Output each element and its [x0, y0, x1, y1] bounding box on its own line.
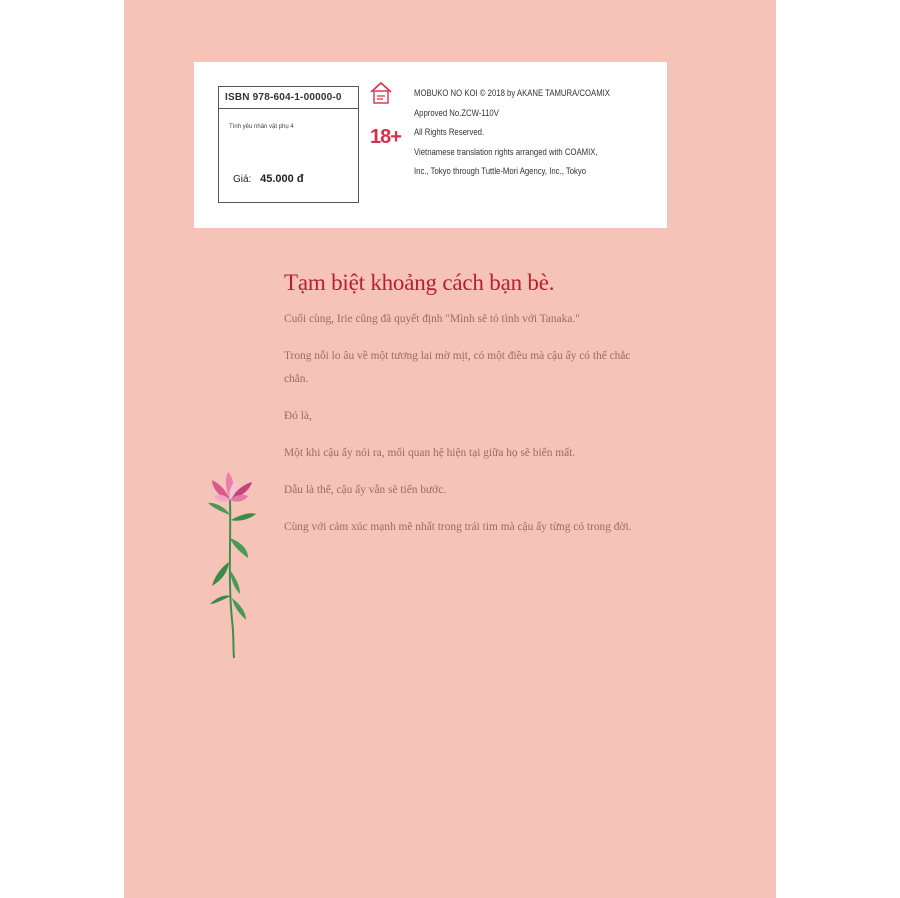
isbn-number: ISBN 978-604-1-00000-0 [219, 87, 358, 109]
blurb-paragraph: Trong nỗi lo âu về một tương lai mờ mịt, có một điều mà cậu ấy có thể chắc chắn. [284, 350, 631, 385]
copyright-line: Inc., Tokyo through Tuttle-Mori Agency, Inc., Tokyo [414, 166, 587, 176]
copyright-line: Vietnamese translation rights arranged with COAMIX, [414, 146, 598, 157]
blurb-paragraph: Một khi cậu ấy nói ra, mối quan hệ hiện tại giữa họ sẽ biến mất. [284, 447, 576, 459]
publication-info-box [194, 62, 667, 228]
blurb [284, 270, 644, 553]
price-label: Giá: [233, 174, 252, 185]
blurb-title: Tạm biệt khoảng cách bạn bè. [284, 270, 555, 295]
age-rating-badge: 18+ [370, 126, 401, 148]
series-name: Tình yêu nhân vật phụ 4 [229, 124, 294, 130]
copyright-notice [414, 84, 629, 182]
blurb-paragraph: Cuối cùng, Irie cũng đã quyết định "Mình sẽ tỏ tình với Tanaka." [284, 313, 580, 325]
blurb-paragraph: Cùng với cảm xúc mạnh mẽ nhất trong trái tim mà cậu ấy từng có trong đời. [284, 521, 632, 533]
isbn-price-box [218, 86, 359, 203]
age-warning-icon [368, 80, 394, 106]
copyright-line: MOBUKO NO KOI © 2018 by AKANE TAMURA/COAMIX [414, 88, 610, 98]
copyright-line: Approved No.ZCW-110V [414, 107, 499, 118]
blurb-paragraph: Dẫu là thế, cậu ấy vẫn sẽ tiến bước. [284, 484, 447, 496]
price-value: 45.000 đ [260, 173, 304, 185]
back-cover [124, 0, 776, 898]
blurb-paragraph: Đó là, [284, 410, 312, 422]
flower-illustration [206, 470, 266, 660]
price [233, 173, 304, 185]
copyright-line: All Rights Reserved. [414, 127, 485, 137]
